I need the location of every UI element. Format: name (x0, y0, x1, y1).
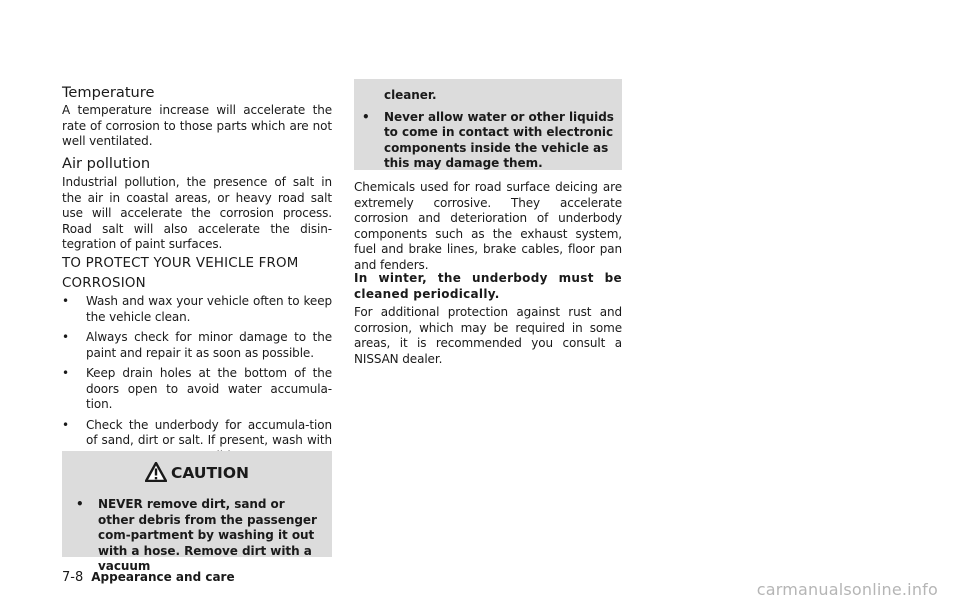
list-item-continued: cleaner. (384, 88, 437, 102)
temperature-text: A temperature increase will accelerate the rate of corrosion to those parts which are not well ventilated. (62, 103, 332, 148)
caution-header (62, 461, 332, 485)
list-item: • Never allow water or other liquids to come in contact with electronic components inside the vehicle as this may damage them. (362, 109, 614, 170)
bullet: • (76, 497, 84, 511)
page-footer (62, 568, 235, 587)
winter-text: In winter, the underbody must be cleaned periodically. (354, 271, 622, 301)
list-item: • Always check for minor damage to the paint and repair it as soon as possible. (62, 330, 332, 360)
caution-list-part2 (362, 88, 616, 179)
protect-list (62, 294, 332, 469)
bullet: • (62, 417, 69, 432)
list-item: • Check the underbody for accumula-tion of sand, dirt or salt. If present, wash with (62, 417, 332, 447)
page-number: 7-8 (62, 570, 84, 585)
air-pollution-text: Industrial pollution, the presence of salt in the air in coastal areas, or heavy road salt use will accelerate the corrosion process. Road salt will also accelerate the disin-tegration of paint surfaces. (62, 175, 332, 251)
chemicals-text: Chemicals used for road surface deicing are extremely corrosive. They accelerate corrosion and deterioration of underbody components such as the exhaust system, fuel and brake lines, brake cables, floor pan and fenders. (354, 180, 622, 272)
additional-protection-text: For additional protection against rust and corrosion, which may be required in some areas, it is recommended you consult a NISSAN dealer. (354, 305, 622, 366)
watermark: carmanualsonline.info (756, 580, 938, 599)
bullet: • (62, 294, 69, 308)
protect-heading-line1: TO PROTECT YOUR VEHICLE FROM (62, 256, 299, 271)
bullet: • (362, 109, 370, 124)
protect-heading-line2: CORROSION (62, 276, 146, 291)
caution-box-part1 (62, 451, 332, 573)
bullet: • (62, 330, 69, 344)
protect-heading (62, 254, 332, 294)
list-item: • NEVER remove dirt, sand or other debris from the passenger com-partment by washing it out with a hose. Remove dirt with a vacuum (76, 497, 317, 573)
list-item: • Wash and wax your vehicle often to keep the vehicle clean. (62, 294, 332, 324)
warning-icon (145, 462, 167, 482)
bullet: • (62, 366, 69, 380)
temperature-heading: Temperature (62, 84, 155, 101)
section-title: Appearance and care (91, 570, 235, 584)
caution-box-part2 (354, 79, 622, 170)
air-pollution-heading: Air pollution (62, 155, 151, 172)
list-item: • Keep drain holes at the bottom of the doors open to avoid water accumula-tion. (62, 366, 332, 411)
caution-title: CAUTION (171, 464, 249, 482)
